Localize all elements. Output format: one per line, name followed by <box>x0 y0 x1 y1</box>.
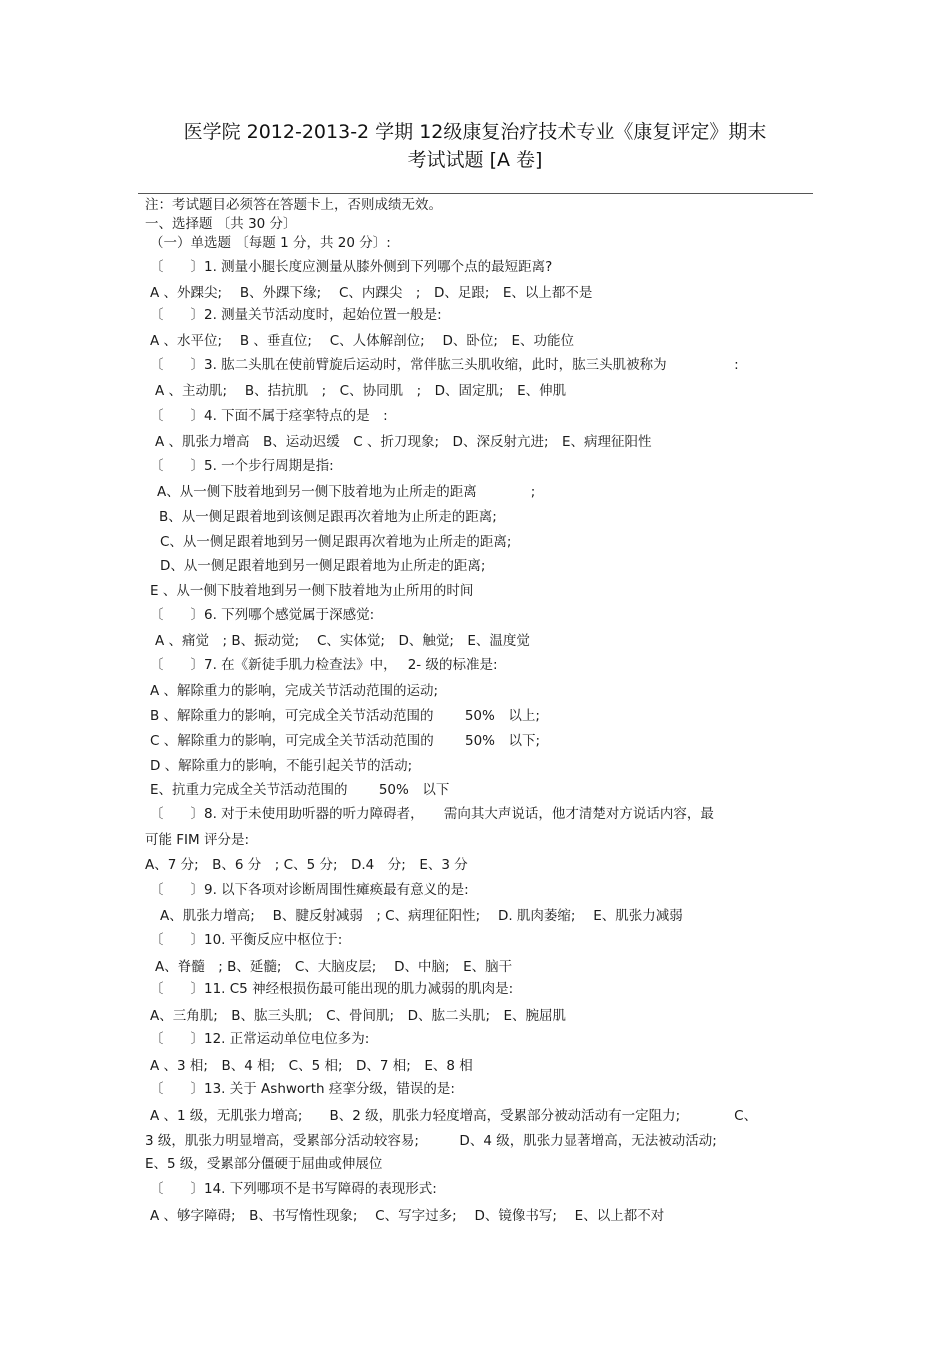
question-6: 〔 〕6. 下列哪个感觉属于深感觉: <box>150 607 375 623</box>
question-2-options: A 、水平位; B 、垂直位; C、人体解剖位; D、卧位; E、功能位 <box>150 333 574 349</box>
question-14-options: A 、够字障碍; B、书写惰性现象; C、写字过多; D、镜像书写; E、以上都不对 <box>150 1208 665 1224</box>
question-5-option-a: A、从一侧下肢着地到另一侧下肢着地为止所走的距离 ; <box>157 484 536 500</box>
question-13: 〔 〕13. 关于 Ashworth 痉挛分级，错误的是: <box>150 1081 455 1097</box>
question-4: 〔 〕4. 下面不属于痉挛特点的是 : <box>150 408 388 424</box>
question-11-options: A、三角肌; B、肱三头肌; C、骨间肌; D、肱二头肌; E、腕屈肌 <box>150 1008 567 1024</box>
question-5-option-c: C、从一侧足跟着地到另一侧足跟再次着地为止所走的距离; <box>160 534 512 550</box>
question-4-options: A 、肌张力增高 B、运动迟缓 C 、折刀现象; D、深反射亢进; E、病理征阳性 <box>155 434 652 450</box>
page-title <box>130 118 820 174</box>
title-line-2: 考试试题 [A 卷] <box>407 149 543 171</box>
question-5-option-e: E 、从一侧下肢着地到另一侧下肢着地为止所用的时间 <box>150 583 474 599</box>
question-7-option-c: C 、解除重力的影响，可完成全关节活动范围的 50% 以下; <box>150 733 541 749</box>
header-divider <box>138 193 813 194</box>
section-heading: 一、选择题 〔共 30 分〕 <box>145 216 297 232</box>
question-3-options: A 、主动肌; B、拮抗肌 ; C、协同肌 ; D、固定肌; E、伸肌 <box>155 383 567 399</box>
question-1: 〔 〕1. 测量小腿长度应测量从膝外侧到下列哪个点的最短距离? <box>150 259 553 275</box>
question-13-options-line-1: A 、1 级，无肌张力增高; B、2 级，肌张力轻度增高，受累部分被动活动有一定阻力; C、 <box>150 1108 758 1124</box>
question-13-options-line-2: 3 级，肌张力明显增高，受累部分活动较容易; D、4 级，肌张力显著增高，无法被动活动; <box>145 1133 717 1149</box>
question-7-option-d: D 、解除重力的影响，不能引起关节的活动; <box>150 758 413 774</box>
question-8-options: A、7 分; B、6 分 ; C、5 分; D.4 分; E、3 分 <box>145 857 468 873</box>
question-7-option-b: B 、解除重力的影响，可完成全关节活动范围的 50% 以上; <box>150 708 540 724</box>
question-2: 〔 〕2. 测量关节活动度时，起始位置一般是: <box>150 307 442 323</box>
question-8-continued: 可能 FIM 评分是: <box>145 832 250 848</box>
question-9: 〔 〕9. 以下各项对诊断周围性瘫痪最有意义的是: <box>150 882 469 898</box>
question-7: 〔 〕7. 在《新徒手肌力检查法》中， 2- 级的标准是: <box>150 657 498 673</box>
question-1-options: A 、外踝尖; B、外踝下缘; C、内踝尖 ; D、足跟; E、以上都不是 <box>150 285 593 301</box>
exam-notice: 注：考试题目必须答在答题卡上，否则成绩无效。 <box>145 197 442 213</box>
question-11: 〔 〕11. C5 神经根损伤最可能出现的肌力减弱的肌肉是: <box>150 981 514 997</box>
question-12-options: A 、3 相; B、4 相; C、5 相; D、7 相; E、8 相 <box>150 1058 473 1074</box>
question-10: 〔 〕10. 平衡反应中枢位于: <box>150 932 343 948</box>
question-10-options: A、脊髓 ; B、延髓; C、大脑皮层; D、中脑; E、脑干 <box>155 959 513 975</box>
question-5-option-b: B、从一侧足跟着地到该侧足跟再次着地为止所走的距离; <box>159 509 497 525</box>
question-9-options: A、肌张力增高; B、腱反射减弱 ; C、病理征阳性; D. 肌肉萎缩; E、肌张力减弱 <box>160 908 683 924</box>
question-5: 〔 〕5. 一个步行周期是指: <box>150 458 334 474</box>
question-6-options: A 、痛觉 ; B、振动觉; C、实体觉; D、触觉; E、温度觉 <box>155 633 530 649</box>
question-7-option-a: A 、解除重力的影响，完成关节活动范围的运动; <box>150 683 439 699</box>
title-line-1: 医学院 2012-2013-2 学期 12级康复治疗技术专业《康复评定》期末 <box>183 121 767 143</box>
question-13-options-line-3: E、5 级，受累部分僵硬于屈曲或伸展位 <box>145 1156 383 1172</box>
question-12: 〔 〕12. 正常运动单位电位多为: <box>150 1031 370 1047</box>
question-3: 〔 〕3. 肱二头肌在使前臂旋后运动时，常伴肱三头肌收缩，此时，肱三头肌被称为 : <box>150 357 739 373</box>
question-8: 〔 〕8. 对于未使用助听器的听力障碍者， 需向其大声说话，他才清楚对方说话内容，最 <box>150 806 714 822</box>
question-5-option-d: D、从一侧足跟着地到另一侧足跟着地为止所走的距离; <box>160 558 486 574</box>
subsection-heading: （一）单选题 〔每题 1 分，共 20 分〕: <box>150 235 391 251</box>
question-14: 〔 〕14. 下列哪项不是书写障碍的表现形式: <box>150 1181 437 1197</box>
question-7-option-e: E、抗重力完成全关节活动范围的 50% 以下 <box>150 782 450 798</box>
